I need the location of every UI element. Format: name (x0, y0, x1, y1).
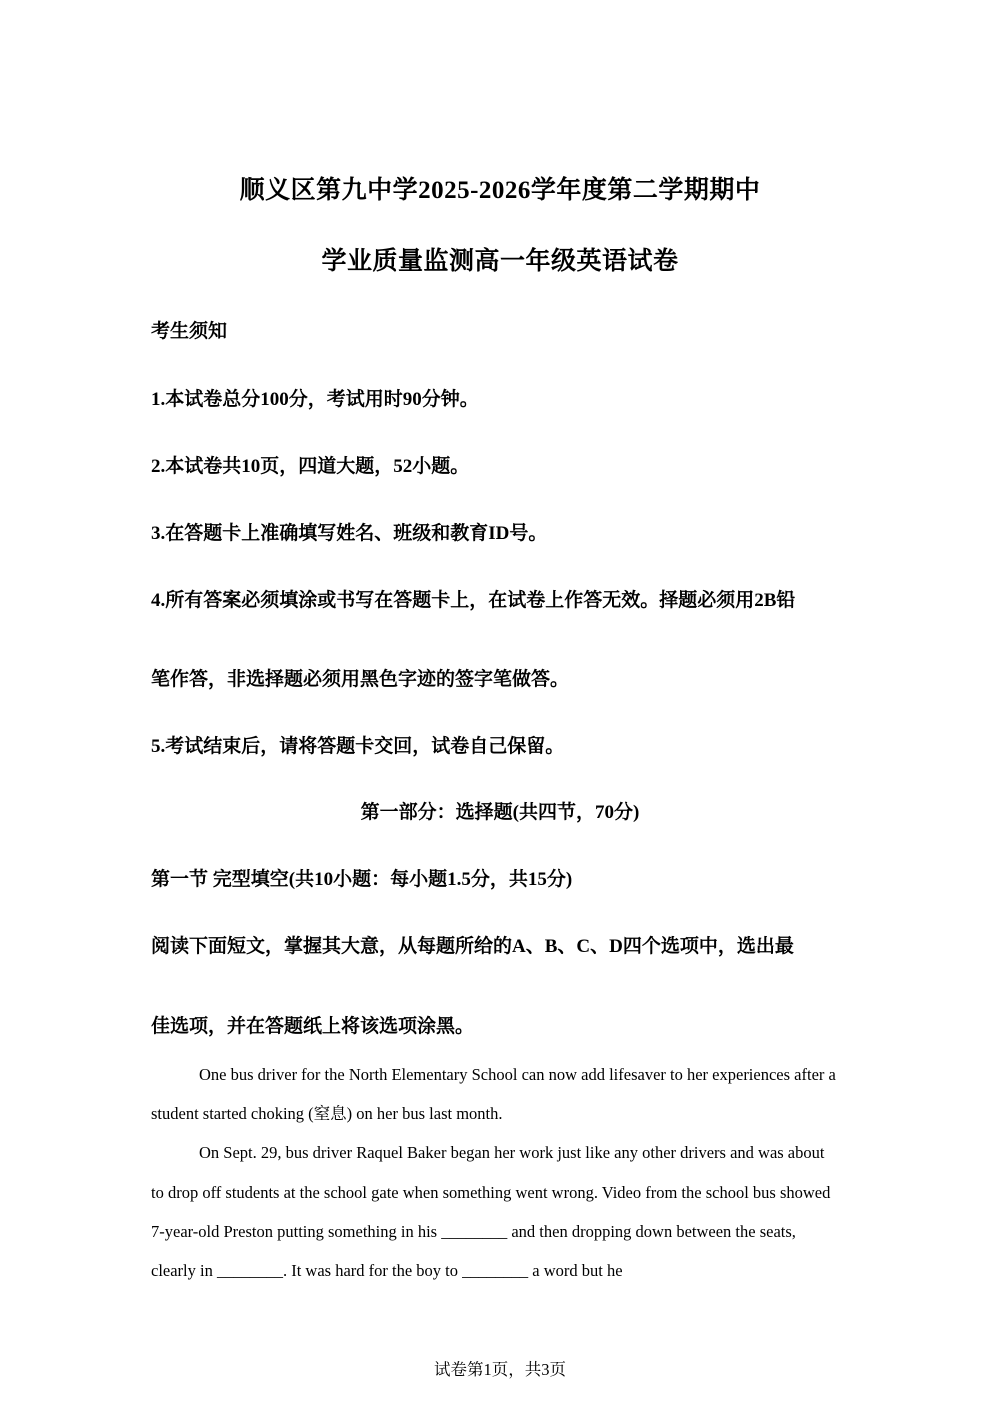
reading-passage (151, 1055, 841, 1290)
passage-paragraph-1: One bus driver for the North Elementary School can now add lifesaver to her experiences after a student started choking (窒息) on her bus last month. (151, 1065, 836, 1124)
instruction-line1: 阅读下面短文，掌握其大意，从每题所给的A、B、C、D四个选项中，选出最 (151, 936, 794, 957)
instruction-line2: 佳选项，并在答题纸上将该选项涂黑。 (151, 1016, 475, 1037)
notice-item-2: 2.本试卷共10页，四道大题，52小题。 (151, 456, 470, 477)
notice-item-4-line1: 4.所有答案必须填涂或书写在答题卡上，在试卷上作答无效。择题必须用2B铅 (151, 590, 796, 611)
passage-paragraph-2: On Sept. 29, bus driver Raquel Baker began her work just like any other drivers and was about to drop off students at the school gate when something went wrong. Video from the school bus showed 7-year-old Preston putting something in his ________ and then dropping down between the seats, clearly in ________. It was hard for the boy to ________ a word but he (151, 1143, 831, 1281)
page-footer: 试卷第1页，共3页 (434, 1360, 566, 1379)
part1-heading: 第一部分：选择题(共四节，70分) (360, 802, 640, 823)
notice-item-1: 1.本试卷总分100分，考试用时90分钟。 (151, 389, 479, 410)
notice-heading: 考生须知 (151, 321, 228, 342)
exam-title-line2: 学业质量监测高一年级英语试卷 (321, 248, 679, 275)
notice-item-5: 5.考试结束后，请将答题卡交回，试卷自己保留。 (151, 736, 565, 757)
exam-title-line1: 顺义区第九中学2025-2026学年度第二学期期中 (239, 177, 761, 204)
notice-item-3: 3.在答题卡上准确填写姓名、班级和教育ID号。 (151, 523, 548, 544)
section1-heading: 第一节 完型填空(共10小题：每小题1.5分，共15分) (151, 869, 573, 890)
notice-item-4-line2: 笔作答，非选择题必须用黑色字迹的签字笔做答。 (151, 669, 570, 690)
